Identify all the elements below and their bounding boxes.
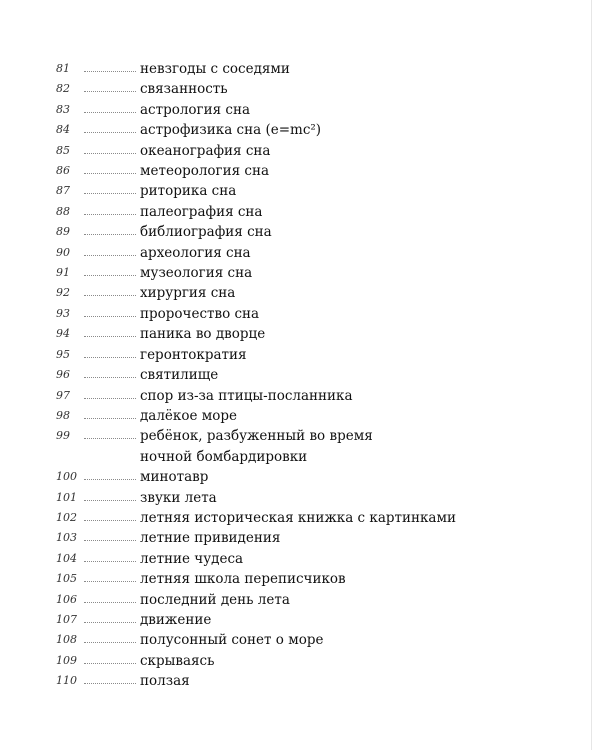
entry-number: 93 xyxy=(56,306,70,320)
dot-leader xyxy=(84,488,136,501)
entry-title: летняя школа переписчиков xyxy=(140,571,346,588)
entry-number: 104 xyxy=(56,551,77,565)
dot-leader xyxy=(84,324,136,337)
toc-entry xyxy=(56,222,576,242)
entry-number: 85 xyxy=(56,143,70,157)
dot-leader xyxy=(84,345,136,358)
entry-number: 98 xyxy=(56,408,70,422)
toc-entry xyxy=(56,569,576,589)
entry-title: музеология сна xyxy=(140,265,253,282)
entry-title: летняя историческая книжка с картинками xyxy=(140,509,456,526)
toc-entry xyxy=(56,508,576,528)
dot-leader xyxy=(84,120,136,133)
toc-entry xyxy=(56,243,576,263)
entry-number: 107 xyxy=(56,612,77,626)
entry-number: 109 xyxy=(56,653,77,667)
toc-entry xyxy=(56,120,576,140)
entry-number: 99 xyxy=(56,429,70,443)
dot-leader xyxy=(84,79,136,92)
entry-number: 83 xyxy=(56,102,70,116)
entry-number: 106 xyxy=(56,592,77,606)
toc-entry xyxy=(56,365,576,385)
dot-leader xyxy=(84,508,136,521)
entry-title: звуки лета xyxy=(140,489,217,506)
toc-entry xyxy=(56,100,576,120)
dot-leader xyxy=(84,528,136,541)
toc-entry xyxy=(56,263,576,283)
toc-entry xyxy=(56,488,576,508)
entry-number: 86 xyxy=(56,164,70,178)
entry-number: 87 xyxy=(56,184,70,198)
dot-leader xyxy=(84,181,136,194)
dot-leader xyxy=(84,141,136,154)
entry-title: связанность xyxy=(140,81,228,98)
entry-number: 96 xyxy=(56,368,70,382)
entry-number: 88 xyxy=(56,204,70,218)
toc-entry xyxy=(56,610,576,630)
page-edge xyxy=(591,0,592,750)
dot-leader xyxy=(84,222,136,235)
entry-title: метеорология сна xyxy=(140,163,270,180)
dot-leader xyxy=(84,671,136,684)
entry-title: палеография сна xyxy=(140,203,263,220)
entry-number: 108 xyxy=(56,633,77,647)
entry-title: скрываясь xyxy=(140,652,215,669)
table-of-contents xyxy=(56,59,576,692)
dot-leader xyxy=(84,202,136,215)
entry-title: археология сна xyxy=(140,244,251,261)
entry-title: далёкое море xyxy=(140,407,238,424)
entry-number: 100 xyxy=(56,470,77,484)
entry-title: пророчество сна xyxy=(140,305,260,322)
dot-leader xyxy=(84,426,136,439)
toc-entry xyxy=(56,406,576,426)
entry-title: минотавр xyxy=(140,469,209,486)
entry-number: 103 xyxy=(56,531,77,545)
toc-entry xyxy=(56,161,576,181)
entry-number: 90 xyxy=(56,245,70,259)
entry-title: паника во дворце xyxy=(140,326,266,343)
dot-leader xyxy=(84,263,136,276)
toc-entry xyxy=(56,181,576,201)
entry-number: 94 xyxy=(56,327,70,341)
entry-number: 97 xyxy=(56,388,70,402)
dot-leader xyxy=(84,610,136,623)
dot-leader xyxy=(84,630,136,643)
toc-entry xyxy=(56,651,576,671)
toc-entry xyxy=(56,426,576,467)
entry-title: хирургия сна xyxy=(140,285,236,302)
dot-leader xyxy=(84,243,136,256)
entry-number: 92 xyxy=(56,286,70,300)
dot-leader xyxy=(84,406,136,419)
entry-number: 89 xyxy=(56,225,70,239)
dot-leader xyxy=(84,304,136,317)
dot-leader xyxy=(84,365,136,378)
entry-title: спор из-за птицы-посланника xyxy=(140,387,353,404)
toc-entry xyxy=(56,141,576,161)
toc-entry xyxy=(56,79,576,99)
entry-title: полусонный сонет о море xyxy=(140,632,324,649)
toc-entry xyxy=(56,59,576,79)
dot-leader xyxy=(84,549,136,562)
entry-title: геронтократия xyxy=(140,346,247,363)
entry-number: 105 xyxy=(56,572,77,586)
entry-number: 102 xyxy=(56,510,77,524)
toc-entry xyxy=(56,590,576,610)
entry-title: астрофизика сна (e=mc²) xyxy=(140,122,322,139)
entry-number: 84 xyxy=(56,123,70,137)
entry-title: святилище xyxy=(140,367,219,384)
entry-title: риторика сна xyxy=(140,183,237,200)
dot-leader xyxy=(84,59,136,72)
entry-number: 81 xyxy=(56,62,70,75)
entry-title: океанография сна xyxy=(140,142,271,159)
toc-entry xyxy=(56,202,576,222)
entry-title: ползая xyxy=(140,673,190,690)
dot-leader xyxy=(84,651,136,664)
dot-leader xyxy=(84,590,136,603)
entry-title: библиография сна xyxy=(140,224,272,241)
toc-entry xyxy=(56,549,576,569)
toc-entry xyxy=(56,528,576,548)
dot-leader xyxy=(84,569,136,582)
toc-entry xyxy=(56,630,576,650)
toc-entry xyxy=(56,467,576,487)
entry-title: астрология сна xyxy=(140,101,251,118)
toc-entry xyxy=(56,386,576,406)
toc-entry xyxy=(56,283,576,303)
entry-title: последний день лета xyxy=(140,591,290,608)
dot-leader xyxy=(84,100,136,113)
entry-number: 91 xyxy=(56,266,70,280)
entry-title: летние чудеса xyxy=(140,550,244,567)
entry-title: ребёнок, разбуженный во время ночной бомбардировки xyxy=(140,428,373,465)
toc-entry xyxy=(56,324,576,344)
toc-entry xyxy=(56,304,576,324)
toc-entry xyxy=(56,671,576,691)
entry-number: 95 xyxy=(56,347,70,361)
dot-leader xyxy=(84,283,136,296)
entry-number: 101 xyxy=(56,490,77,504)
dot-leader xyxy=(84,161,136,174)
dot-leader xyxy=(84,467,136,480)
entry-title: летние привидения xyxy=(140,530,281,547)
toc-entry xyxy=(56,345,576,365)
entry-title: невзгоды с соседями xyxy=(140,61,290,77)
entry-number: 110 xyxy=(56,674,77,688)
entry-title: движение xyxy=(140,611,212,628)
entry-number: 82 xyxy=(56,82,70,96)
dot-leader xyxy=(84,386,136,399)
